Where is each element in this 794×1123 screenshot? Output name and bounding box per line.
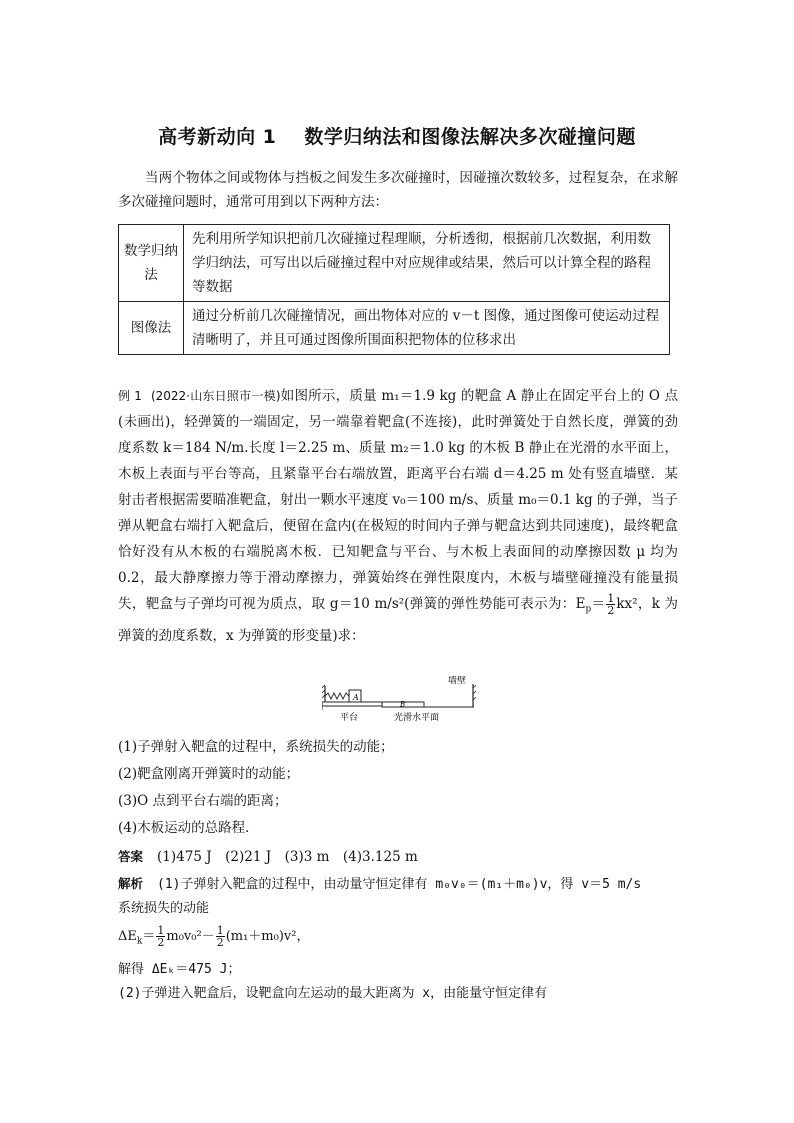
- frac-numerator: 1: [216, 924, 224, 937]
- analysis-line: (2)子弹进入靶盒后，设靶盒向左运动的最大距离为 x，由能量守恒定律有: [118, 985, 548, 1001]
- frac-denominator: 2: [216, 936, 224, 949]
- analysis-equation: [118, 925, 678, 954]
- eq-term: (m₁＋m₀)v²，: [225, 929, 310, 944]
- fraction-half: [216, 925, 225, 948]
- eq-sign: ＝: [142, 929, 156, 944]
- analysis-line: 系统损失的动能: [118, 901, 210, 916]
- label-platform: 平台: [340, 713, 359, 723]
- page-title: [0, 122, 794, 149]
- label-wall: 墙壁: [448, 676, 467, 686]
- example-problem: [118, 383, 678, 649]
- physics-figure: [322, 676, 478, 728]
- ep-subscript: p: [585, 604, 592, 615]
- question-item: (3)O 点到平台右端的距离；: [118, 793, 288, 809]
- title-number: 高考新动向 1: [158, 126, 277, 148]
- intro-text: 当两个物体之间或物体与挡板之间发生多次碰撞时，因碰撞次数较多，过程复杂，在求解多次碰撞问题时，通常可用到以下两种方法：: [118, 170, 678, 210]
- analysis-line: [118, 872, 678, 897]
- platform: [322, 702, 382, 706]
- example-text: [118, 383, 678, 649]
- example-label: 例 1: [118, 389, 142, 403]
- analysis-label: 解析: [118, 876, 144, 891]
- label-floor: 光滑水平面: [394, 713, 440, 723]
- question-item: (4)木板运动的总路程．: [118, 820, 259, 836]
- frac-numerator: 1: [157, 924, 165, 937]
- answer-text: (1)475 J (2)21 J (3)3 m (4)3.125 m: [157, 849, 418, 865]
- label-a: A: [353, 693, 359, 702]
- fraction-half: [156, 925, 165, 948]
- analysis-line: 解得 ΔEₖ＝475 J；: [118, 961, 241, 977]
- eq-lhs: ΔE: [118, 929, 137, 944]
- table-row: [119, 225, 670, 302]
- example-body-end: kx²，k 为弹簧的劲度系数，x 为弹簧的形变量)求：: [118, 596, 678, 644]
- equals-sign: ＝: [591, 596, 606, 612]
- answer-label: 答案: [118, 849, 144, 864]
- method-desc: 通过分析前几次碰撞情况，画出物体对应的 v－t 图像，通过图像可使运动过程清晰明了，并且可通过图像所围面积把物体的位移求出: [184, 302, 670, 355]
- label-b: B: [400, 700, 406, 709]
- fraction-half: [606, 593, 615, 616]
- analysis-section: [118, 872, 678, 1006]
- frac-denominator: 2: [157, 936, 165, 949]
- title-text: 数学归纳法和图像法解决多次碰撞问题: [304, 126, 636, 148]
- method-desc: 先利用所学知识把前几次碰撞过程理顺，分析透彻，根据前几次数据，利用数学归纳法，可写出以后碰撞过程中对应规律或结果，然后可以计算全程的路程等数据: [184, 225, 670, 302]
- methods-table: [118, 224, 670, 355]
- questions-list: [118, 734, 678, 842]
- answer-line: [118, 845, 418, 865]
- example-body: 如图所示，质量 m₁＝1.9 kg 的靶盒 A 静止在固定平台上的 O 点(未画出)，轻弹簧的一端固定，另一端靠着靶盒(不连接)，此时弹簧处于自然长度，弹簧的劲度系数 k＝184 N/m.长度 l＝2.25 m、质量 m₂＝1.0 kg 的木板 B 静止在光滑的水平面上，木板上表面与平台等高，且紧靠平台右端放置，距离平台右端 d＝4.25 m 处有竖直墙壁．某射击者根据需要瞄准靶盒，射出一颗水平速度 v₀＝100 m/s、质量 m₀＝0.1 kg 的子弹，当子弹从靶盒右端打入靶盒后，便留在盒内(在极短的时间内子弹与靶盒达到共同速度)，最终靶盒恰好没有从木板的右端脱离木板．已知靶盒与平台、与木板上表面间的动摩擦因数 μ 均为 0.2，最大静摩擦力等于滑动摩擦力，弹簧始终在弹性限度内，木板与墙壁碰撞没有能量损失，靶盒与子弹均可视为质点，取 g＝10 m/s²(弹簧的弹性势能可表示为：E: [118, 388, 678, 612]
- table-row: [119, 302, 670, 355]
- eq-lhs-sub: k: [136, 936, 143, 947]
- intro-paragraph: [118, 166, 678, 214]
- question-item: (1)子弹射入靶盒的过程中，系统损失的动能；: [118, 739, 394, 755]
- question-item: (2)靶盒刚离开弹簧时的动能；: [118, 766, 300, 782]
- spring: [325, 693, 349, 699]
- method-name: 数学归纳法: [119, 225, 184, 302]
- frac-numerator: 1: [607, 592, 615, 605]
- eq-term: m₀v₀²－: [166, 929, 215, 944]
- example-source: (2022·山东日照市一模): [150, 389, 281, 403]
- frac-denominator: 2: [607, 604, 615, 617]
- analysis-text: (1)子弹射入靶盒的过程中，由动量守恒定律有 m₀v₀＝(m₁＋m₀)v，得 v＝5 m/s: [157, 877, 642, 892]
- method-name: 图像法: [119, 302, 184, 355]
